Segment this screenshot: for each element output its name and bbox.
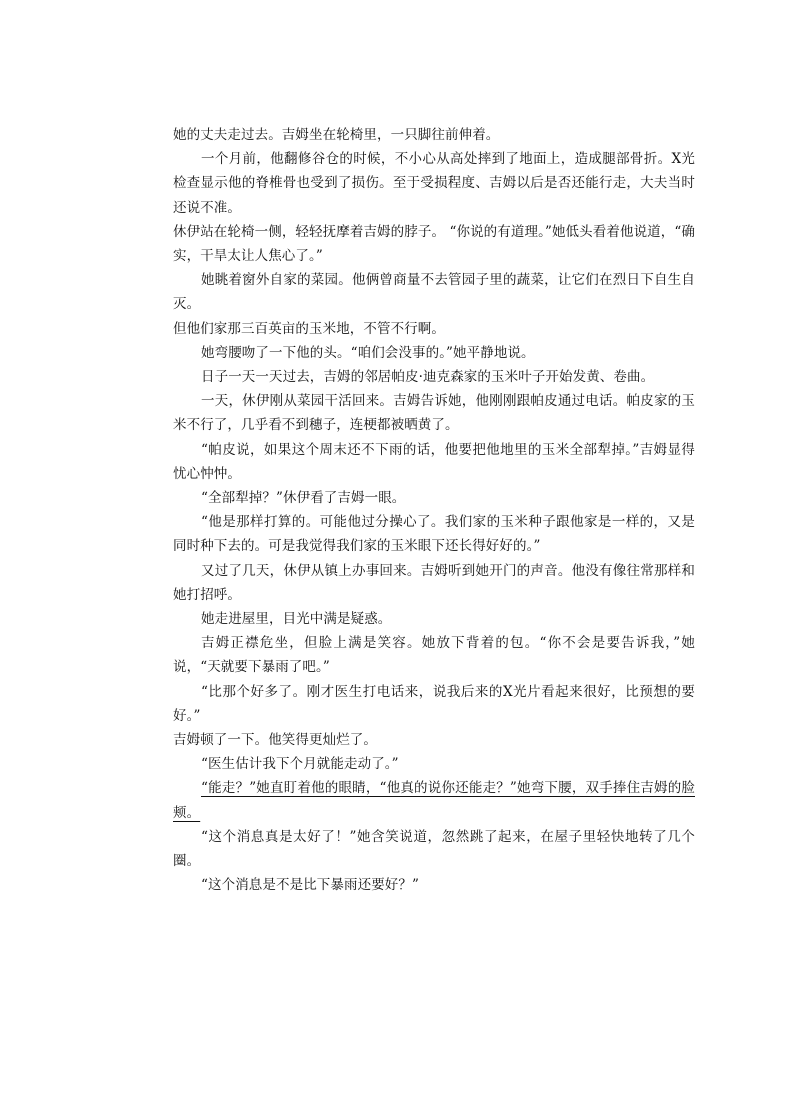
paragraph-19: “这个消息真是太好了！”她含笑说道，忽然跳了起来，在屋子里轻快地转了几个圈。 xyxy=(173,828,695,870)
paragraph-2: 一个月前，他翻修谷仓的时候，不小心从高处摔到了地面上，造成腿部骨折。X光检查显示他的脊椎骨也受到了损伤。至于受损程度、吉姆以后是否还能行走，大夫当时还说不准。 xyxy=(173,151,695,216)
paragraph-17: “医生估计我下个月就能走动了。” xyxy=(201,756,399,773)
paragraph-3: 休伊站在轮椅一侧，轻轻抚摩着吉姆的脖子。 “你说的有道理。”她低头看着他说道，“确实，干旱太让人焦心了。” xyxy=(173,223,695,265)
paragraph-7: 日子一天一天过去，吉姆的邻居帕皮·迪克森家的玉米叶子开始发黄、卷曲。 xyxy=(201,369,655,386)
paragraph-9: “帕皮说，如果这个周末还不下雨的话，他要把他地里的玉米全部犁掉。”吉姆显得忧心忡忡。 xyxy=(173,441,695,482)
paragraph-13: 她走进屋里，目光中满是疑惑。 xyxy=(201,611,392,628)
document-page xyxy=(173,123,695,898)
paragraph-8: 一天，休伊刚从菜园干活回来。吉姆告诉她，他刚刚跟帕皮通过电话。帕皮家的玉米不行了，几乎看不到穗子，连梗都被晒黄了。 xyxy=(173,393,695,434)
paragraph-10: “全部犁掉？”休伊看了吉姆一眼。 xyxy=(201,490,406,507)
paragraph-15: “比那个好多了。刚才医生打电话来，说我后来的X光片看起来很好，比预想的要好。” xyxy=(173,683,695,724)
paragraph-16: 吉姆顿了一下。他笑得更灿烂了。 xyxy=(173,732,377,749)
paragraph-4: 她眺着窗外自家的菜园。他俩曾商量不去管园子里的蔬菜，让它们在烈日下自生自灭。 xyxy=(173,272,695,313)
paragraph-14: 吉姆正襟危坐，但脸上满是笑容。她放下背着的包。“你不会是要告诉我，”她说，“天就要下暴雨了吧。” xyxy=(173,635,695,676)
paragraph-20: “这个消息是不是比下暴雨还要好？” xyxy=(201,877,420,894)
paragraph-12: 又过了几天，休伊从镇上办事回来。吉姆听到她开门的声音。他没有像往常那样和她打招呼。 xyxy=(173,562,695,603)
paragraph-5: 但他们家那三百英亩的玉米地，不管不行啊。 xyxy=(173,320,445,337)
paragraph-6: 她弯腰吻了一下他的头。“咱们会没事的。”她平静地说。 xyxy=(201,344,535,361)
paragraph-18-underlined: “能走？”她直盯着他的眼睛，“他真的说你还能走？”她弯下腰，双手捧住吉姆的脸颊。 xyxy=(173,780,695,821)
paragraph-11: “他是那样打算的。可能他过分操心了。我们家的玉米种子跟他家是一样的，又是同时种下去的。可是我觉得我们家的玉米眼下还长得好好的。” xyxy=(173,514,695,555)
paragraph-1: 她的丈夫走过去。吉姆坐在轮椅里，一只脚往前伸着。 xyxy=(173,127,500,143)
